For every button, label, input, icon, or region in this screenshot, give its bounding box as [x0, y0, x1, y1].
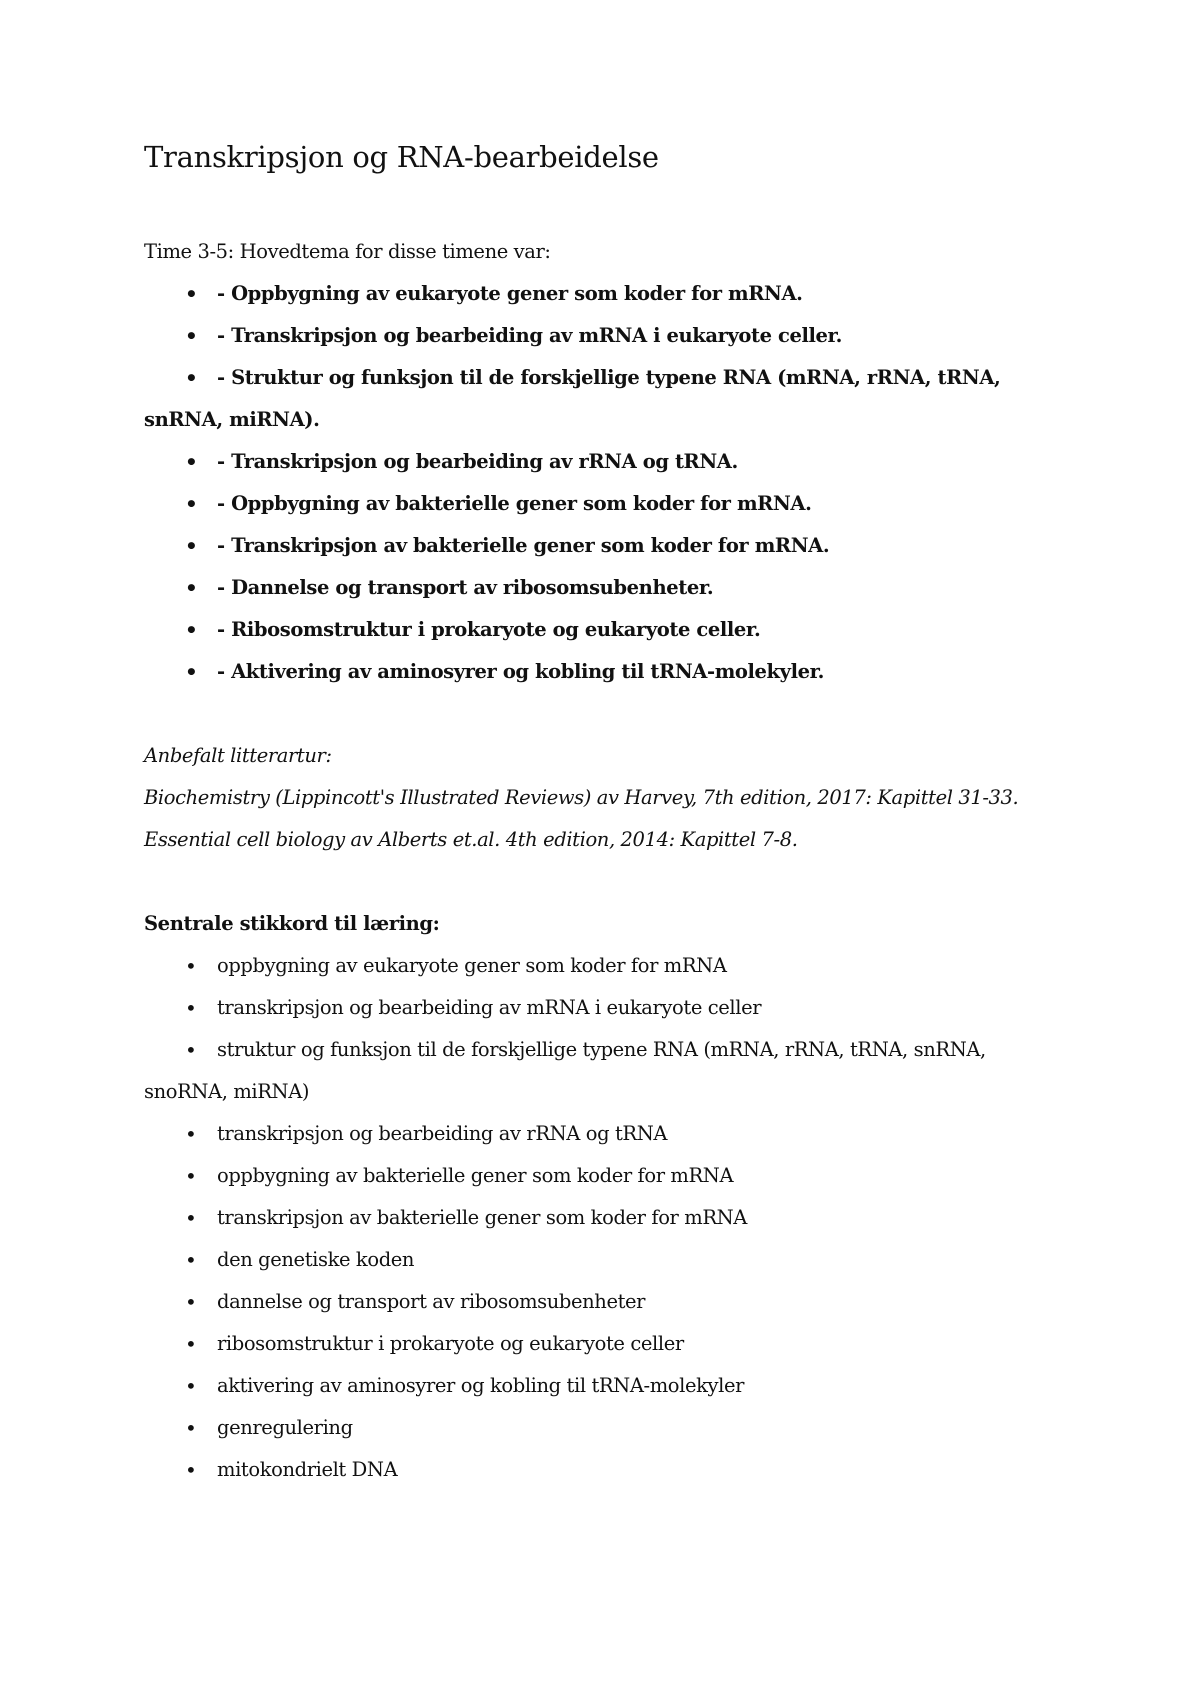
list-item — [144, 1323, 1060, 1365]
bullet-icon: • — [185, 1289, 197, 1314]
topics-list — [144, 273, 1060, 693]
bullet-icon: • — [185, 365, 198, 390]
bullet-icon: • — [185, 1205, 197, 1230]
list-item-text: - Transkripsjon og bearbeiding av rRNA og tRNA. — [217, 449, 738, 473]
list-item-text: - Transkripsjon av bakterielle gener som koder for mRNA. — [217, 533, 830, 557]
bullet-icon: • — [185, 659, 198, 684]
list-item — [144, 1197, 1060, 1239]
bullet-icon: • — [185, 533, 198, 558]
bullet-icon: • — [185, 1373, 197, 1398]
keywords-list — [144, 945, 1060, 1491]
bullet-icon: • — [185, 1037, 197, 1062]
list-item-text: oppbygning av bakterielle gener som koder for mRNA — [217, 1163, 734, 1187]
bullet-icon: • — [185, 617, 198, 642]
list-item — [144, 987, 1060, 1029]
list-item — [144, 1113, 1060, 1155]
list-item-text: transkripsjon av bakterielle gener som koder for mRNA — [217, 1205, 747, 1229]
list-item — [144, 483, 1060, 525]
list-item-text: genregulering — [217, 1415, 353, 1439]
list-item-text: - Struktur og funksjon til de forskjellige typene RNA (mRNA, rRNA, tRNA, snRNA, miRNA). — [144, 365, 1001, 431]
list-item-text: - Ribosomstruktur i prokaryote og eukaryote celler. — [217, 617, 761, 641]
list-item — [144, 1029, 1060, 1113]
list-item-text: - Dannelse og transport av ribosomsubenheter. — [217, 575, 714, 599]
list-item — [144, 441, 1060, 483]
bullet-icon: • — [185, 1247, 197, 1272]
literature-heading: Anbefalt litterartur: — [144, 743, 332, 767]
intro-text: Time 3-5: Hovedtema for disse timene var: — [144, 239, 551, 263]
bullet-icon: • — [185, 281, 198, 306]
document-title: Transkripsjon og RNA-bearbeidelse — [144, 140, 659, 174]
bullet-icon: • — [185, 1331, 197, 1356]
literature-item: Biochemistry (Lippincott's Illustrated Reviews) av Harvey, 7th edition, 2017: Kapittel 31-33. — [144, 785, 1019, 809]
list-item-text: struktur og funksjon til de forskjellige typene RNA (mRNA, rRNA, tRNA, snRNA, snoRNA, miRNA) — [144, 1037, 986, 1103]
keywords-heading: Sentrale stikkord til læring: — [144, 911, 440, 935]
list-item-text: transkripsjon og bearbeiding av rRNA og tRNA — [217, 1121, 668, 1145]
list-item — [144, 945, 1060, 987]
bullet-icon: • — [185, 995, 197, 1020]
list-item-text: - Transkripsjon og bearbeiding av mRNA i eukaryote celler. — [217, 323, 842, 347]
list-item — [144, 1155, 1060, 1197]
list-item-text: oppbygning av eukaryote gener som koder for mRNA — [217, 953, 727, 977]
list-item-text: dannelse og transport av ribosomsubenheter — [217, 1289, 646, 1313]
list-item — [144, 1407, 1060, 1449]
bullet-icon: • — [185, 1415, 197, 1440]
bullet-icon: • — [185, 449, 198, 474]
bullet-icon: • — [185, 1121, 197, 1146]
list-item — [144, 1281, 1060, 1323]
list-item-text: - Aktivering av aminosyrer og kobling til tRNA-molekyler. — [217, 659, 825, 683]
list-item-text: mitokondrielt DNA — [217, 1457, 398, 1481]
list-item — [144, 609, 1060, 651]
list-item-text: ribosomstruktur i prokaryote og eukaryote celler — [217, 1331, 684, 1355]
list-item — [144, 525, 1060, 567]
literature-item: Essential cell biology av Alberts et.al. 4th edition, 2014: Kapittel 7-8. — [144, 827, 798, 851]
list-item — [144, 567, 1060, 609]
list-item-text: - Oppbygning av eukaryote gener som koder for mRNA. — [217, 281, 803, 305]
list-item — [144, 315, 1060, 357]
bullet-icon: • — [185, 1457, 197, 1482]
bullet-icon: • — [185, 323, 198, 348]
list-item — [144, 651, 1060, 693]
list-item — [144, 273, 1060, 315]
bullet-icon: • — [185, 953, 197, 978]
bullet-icon: • — [185, 575, 198, 600]
list-item — [144, 357, 1060, 441]
list-item — [144, 1365, 1060, 1407]
list-item — [144, 1449, 1060, 1491]
list-item — [144, 1239, 1060, 1281]
list-item-text: transkripsjon og bearbeiding av mRNA i eukaryote celler — [217, 995, 762, 1019]
list-item-text: aktivering av aminosyrer og kobling til tRNA-molekyler — [217, 1373, 745, 1397]
list-item-text: - Oppbygning av bakterielle gener som koder for mRNA. — [217, 491, 812, 515]
bullet-icon: • — [185, 1163, 197, 1188]
literature-section — [144, 735, 1060, 861]
bullet-icon: • — [185, 491, 198, 516]
list-item-text: den genetiske koden — [217, 1247, 415, 1271]
